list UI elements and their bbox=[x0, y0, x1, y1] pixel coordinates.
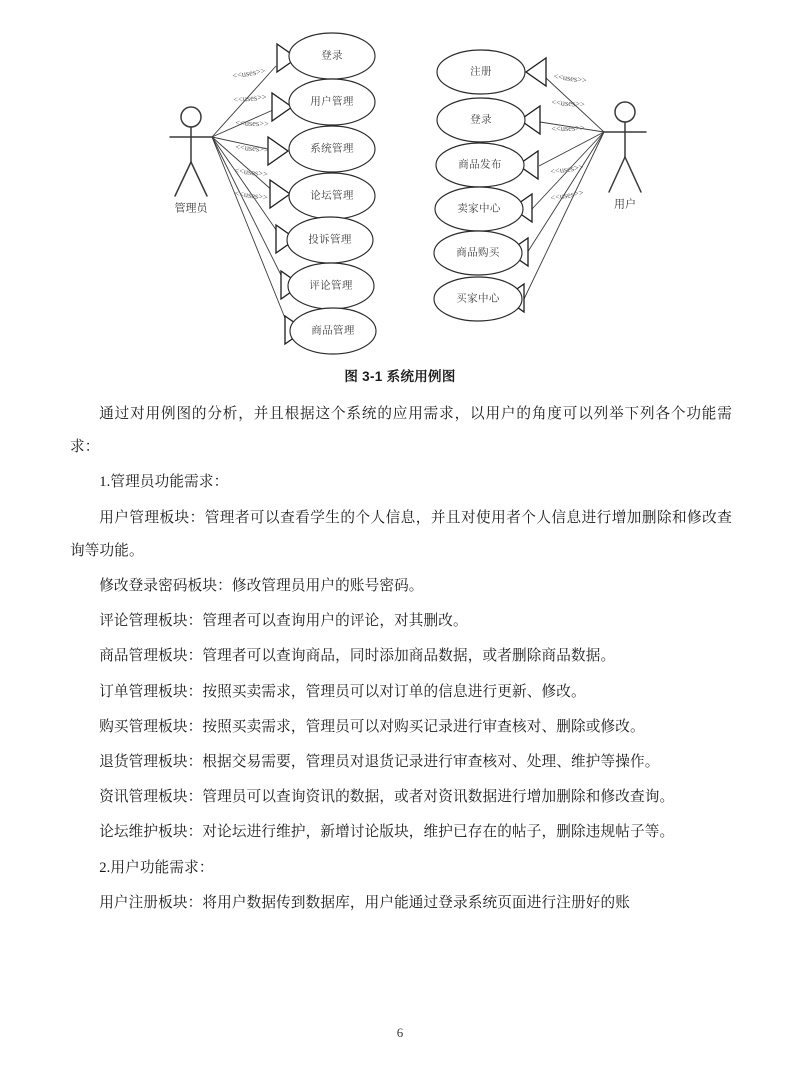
use-case-label: 评论管理 bbox=[309, 280, 353, 292]
paragraph: 通过对用例图的分析，并且根据这个系统的应用需求，以用户的角度可以列举下列各个功能需求： bbox=[70, 406, 732, 456]
use-case-node bbox=[436, 143, 524, 187]
use-case-node bbox=[434, 231, 522, 275]
paragraph: 订单管理板块：按照买卖需求，管理员可以对订单的信息进行更新、修改。 bbox=[99, 683, 586, 700]
uses-label: <<uses>> bbox=[551, 123, 585, 134]
use-case-node bbox=[437, 50, 525, 94]
right-uses-labels bbox=[550, 72, 588, 203]
right-arrowheads bbox=[504, 58, 546, 312]
use-case-node bbox=[289, 33, 375, 79]
use-case-node bbox=[289, 173, 375, 219]
uses-label: <<uses>> bbox=[233, 165, 269, 179]
use-case-node bbox=[289, 79, 375, 125]
left-uses-labels bbox=[232, 66, 270, 202]
use-case-label: 商品管理 bbox=[311, 325, 355, 337]
actor-user bbox=[604, 102, 646, 211]
uses-label: <<uses>> bbox=[233, 188, 269, 203]
use-case-label: 商品购买 bbox=[456, 247, 500, 259]
uses-label: <<uses>> bbox=[235, 118, 269, 129]
paragraph: 1.管理员功能需求： bbox=[99, 474, 229, 491]
uses-label: <<uses>> bbox=[549, 188, 585, 203]
left-use-cases bbox=[287, 33, 376, 354]
use-case-node bbox=[288, 263, 374, 309]
figure-caption: 图 3-1 系统用例图 bbox=[344, 369, 456, 384]
use-case-node bbox=[287, 217, 373, 263]
use-case-node bbox=[434, 277, 522, 321]
uses-label: <<uses>> bbox=[551, 97, 585, 110]
paragraph: 修改登录密码板块：修改管理员用户的账号密码。 bbox=[99, 578, 424, 595]
paragraph: 用户管理板块：管理者可以查看学生的个人信息，并且对使用者个人信息进行增加删除和修改查询等功能。 bbox=[70, 509, 732, 559]
use-case-label: 商品发布 bbox=[458, 159, 502, 171]
paragraph: 退货管理板块：根据交易需要，管理员对退货记录进行审查核对、处理、维护等操作。 bbox=[99, 754, 660, 771]
use-case-node bbox=[290, 308, 376, 354]
use-case-label: 卖家中心 bbox=[457, 203, 501, 215]
uses-label: <<uses>> bbox=[549, 162, 585, 177]
body-text bbox=[70, 398, 732, 922]
use-case-label: 系统管理 bbox=[310, 143, 354, 155]
page-number: 6 bbox=[396, 1025, 404, 1040]
use-case-diagram-svg bbox=[0, 0, 800, 360]
use-case-node bbox=[289, 126, 375, 172]
paragraph: 论坛维护板块：对论坛进行维护，新增讨论版块，维护已存在的帖子，删除违规帖子等。 bbox=[99, 824, 675, 841]
use-case-label: 注册 bbox=[470, 66, 492, 78]
use-case-diagram bbox=[0, 0, 800, 360]
use-case-label: 用户管理 bbox=[310, 96, 354, 108]
paragraph: 2.用户功能需求： bbox=[99, 859, 214, 876]
use-case-label: 买家中心 bbox=[456, 293, 500, 305]
right-use-cases bbox=[434, 50, 525, 321]
actor-admin bbox=[170, 107, 212, 215]
use-case-label: 论坛管理 bbox=[310, 190, 354, 202]
uses-label: <<uses>> bbox=[232, 92, 267, 105]
uses-label: <<uses>> bbox=[235, 142, 270, 155]
actor-admin-label: 管理员 bbox=[174, 202, 208, 215]
use-case-label: 投诉管理 bbox=[308, 234, 352, 246]
paragraph: 商品管理板块：管理者可以查询商品，同时添加商品数据，或者删除商品数据。 bbox=[99, 648, 616, 665]
actor-user-label: 用户 bbox=[614, 198, 636, 211]
use-case-node bbox=[435, 187, 523, 231]
use-case-label: 登录 bbox=[321, 50, 343, 62]
use-case-label: 登录 bbox=[470, 114, 492, 126]
paragraph: 评论管理板块：管理者可以查询用户的评论，对其删改。 bbox=[99, 613, 468, 630]
paragraph: 用户注册板块：将用户数据传到数据库，用户能通过登录系统页面进行注册好的账 bbox=[99, 894, 630, 911]
uses-label: <<uses>> bbox=[552, 71, 588, 86]
paragraph: 购买管理板块：按照买卖需求，管理员可以对购买记录进行审查核对、删除或修改。 bbox=[99, 718, 645, 735]
uses-label: <<uses>> bbox=[231, 66, 267, 81]
paragraph: 资讯管理板块：管理员可以查询资讯的数据，或者对资讯数据进行增加删除和修改查询。 bbox=[99, 789, 675, 806]
use-case-node bbox=[437, 98, 525, 142]
